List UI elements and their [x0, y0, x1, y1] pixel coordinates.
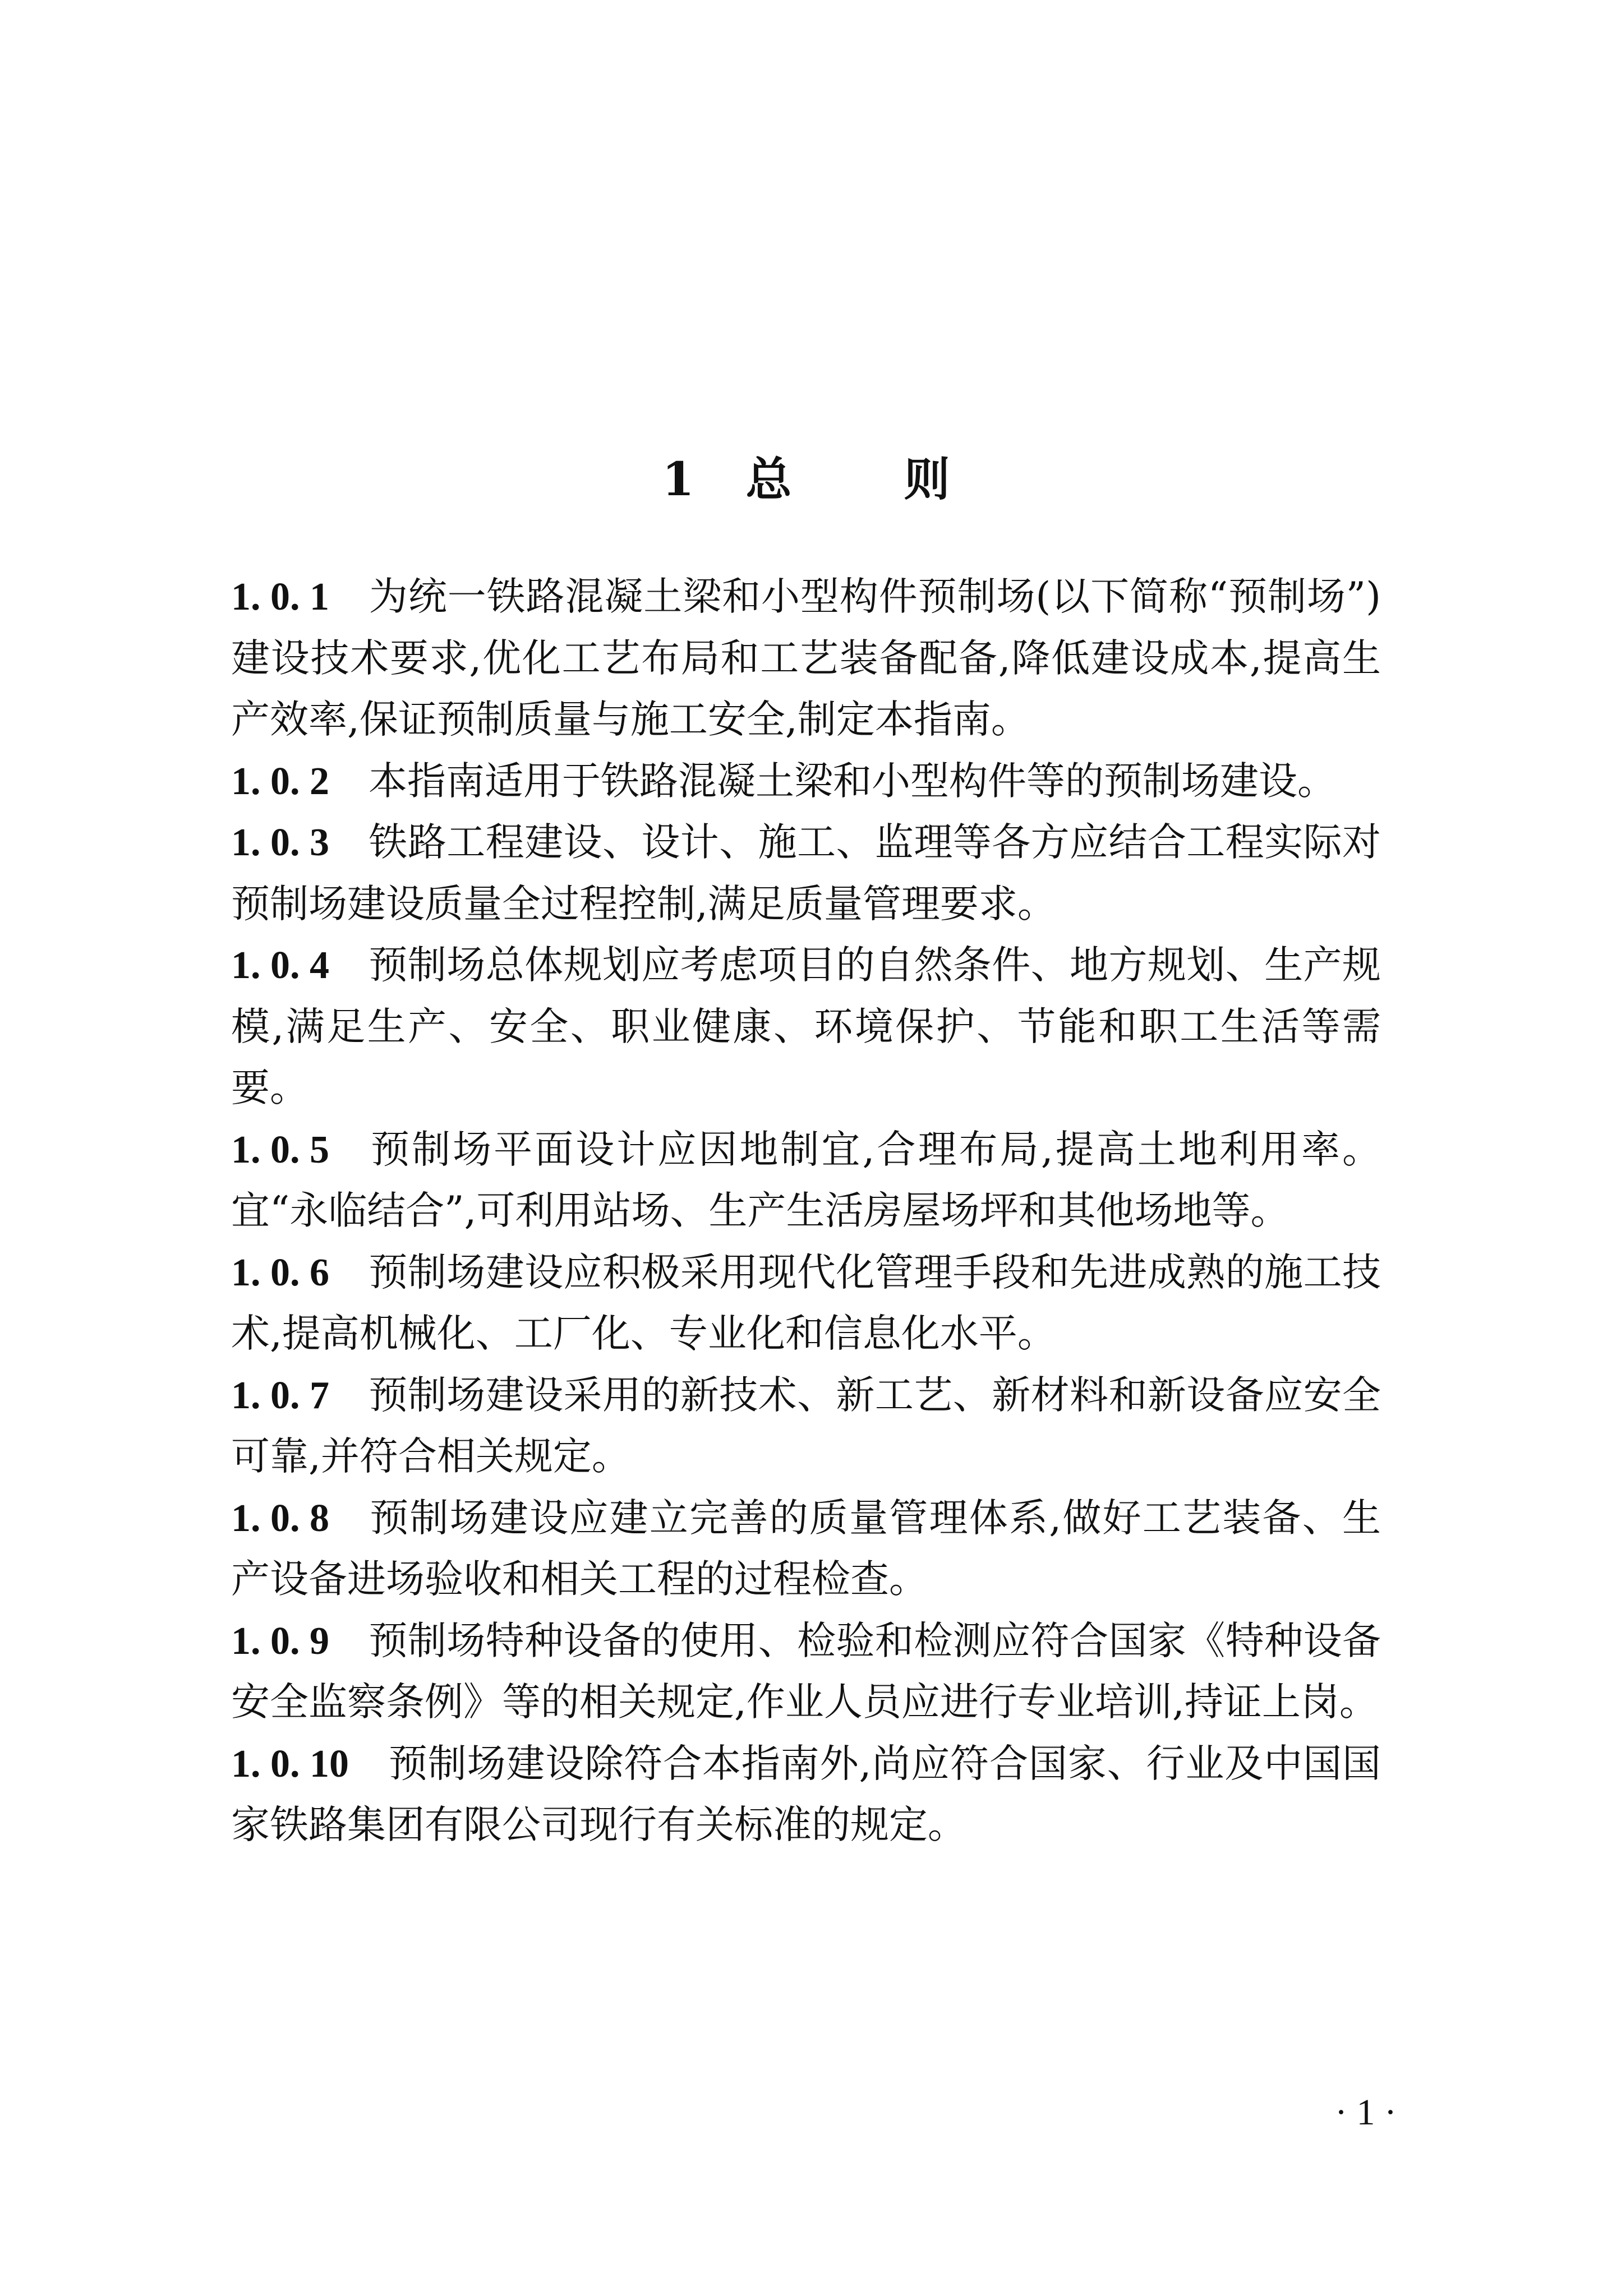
clause	[231, 566, 1381, 751]
clause	[231, 1119, 1381, 1242]
clause-text: 预制场平面设计应因地制宜,合理布局,提高土地利用率。宜“永临结合”,可利用站场、生产生活房屋场坪和其他场地等。	[231, 1127, 1381, 1233]
clause-text: 预制场建设采用的新技术、新工艺、新材料和新设备应安全可靠,并符合相关规定。	[231, 1372, 1381, 1479]
clause-number: 1. 0. 6	[231, 1251, 329, 1294]
clause	[231, 1365, 1381, 1488]
chapter-title-char-2: 则	[904, 453, 950, 506]
clause-number: 1. 0. 8	[231, 1496, 329, 1540]
clause	[231, 1733, 1381, 1856]
clause-number: 1. 0. 10	[231, 1742, 349, 1786]
clause-number: 1. 0. 2	[231, 759, 329, 803]
clause-text: 预制场建设应积极采用现代化管理手段和先进成熟的施工技术,提高机械化、工厂化、专业化和信息化水平。	[231, 1250, 1381, 1356]
clause-text: 为统一铁路混凝土梁和小型构件预制场(以下简称“预制场”)建设技术要求,优化工艺布局和工艺装备配备,降低建设成本,提高生产效率,保证预制质量与施工安全,制定本指南。	[231, 574, 1381, 742]
clause-number: 1. 0. 3	[231, 821, 329, 864]
clause	[231, 1242, 1381, 1365]
clause	[231, 935, 1381, 1119]
clause	[231, 751, 1381, 813]
clause-text: 预制场建设除符合本指南外,尚应符合国家、行业及中国国家铁路集团有限公司现行有关标准的规定。	[231, 1741, 1381, 1847]
chapter-title	[0, 443, 1612, 516]
clause-text: 铁路工程建设、设计、施工、监理等各方应结合工程实际对预制场建设质量全过程控制,满足质量管理要求。	[231, 820, 1381, 926]
clause	[231, 1488, 1381, 1611]
clause	[231, 812, 1381, 935]
clause-number: 1. 0. 7	[231, 1373, 329, 1417]
clause-text: 预制场特种设备的使用、检验和检测应符合国家《特种设备安全监察条例》等的相关规定,作业人员应进行专业培训,持证上岗。	[231, 1618, 1381, 1725]
clause-number: 1. 0. 5	[231, 1128, 329, 1172]
page-number: · 1 ·	[1335, 2092, 1397, 2133]
clause-text: 预制场建设应建立完善的质量管理体系,做好工艺装备、生产设备进场验收和相关工程的过程检查。	[231, 1495, 1381, 1602]
chapter-number: 1	[662, 453, 694, 506]
clause	[231, 1611, 1381, 1733]
clause-list	[231, 566, 1381, 1856]
clause-number: 1. 0. 1	[231, 575, 329, 619]
chapter-title-char-1: 总	[745, 453, 792, 506]
clause-number: 1. 0. 4	[231, 944, 329, 987]
clause-number: 1. 0. 9	[231, 1619, 329, 1663]
clause-text: 本指南适用于铁路混凝土梁和小型构件等的预制场建设。	[369, 758, 1336, 804]
clause-text: 预制场总体规划应考虑项目的自然条件、地方规划、生产规模,满足生产、安全、职业健康、环境保护、节能和职工生活等需要。	[231, 943, 1381, 1110]
